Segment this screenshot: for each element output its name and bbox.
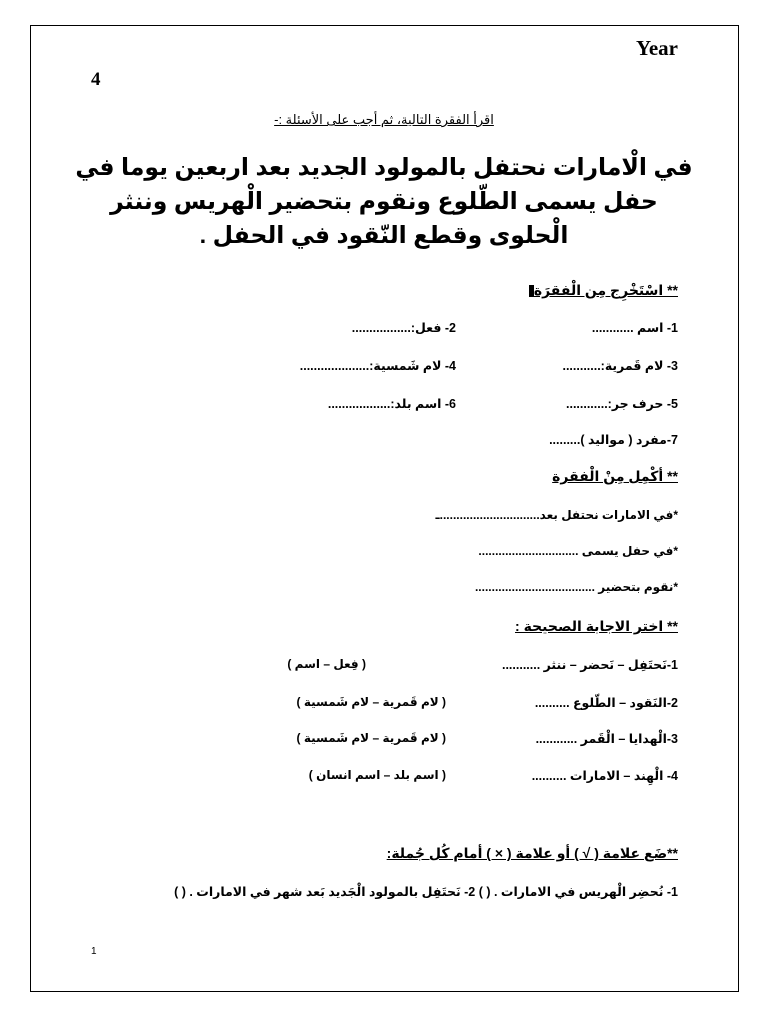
extract-item-4: 4- لام شَمسية:.................... (299, 359, 456, 373)
truefalse-line: 1- نُحضِر الْهريس في الامارات . ( ) 2- نَحتَفِل بالمولود الْجَديد بَعد شهر في الامارات . ( ) (174, 885, 678, 899)
grade-number: 4 (91, 69, 101, 90)
complete-item-3: *نقوم بتحضير .................................... (474, 580, 678, 594)
choose-options-3: ( لام قَمرية – لام شَمسية ) (296, 731, 446, 745)
choose-options-4: ( اسم بلد – اسم انسان ) (308, 768, 446, 782)
year-label: Year (636, 36, 678, 60)
extract-item-2: 2- فعل:................. (351, 321, 456, 335)
reading-passage: في الْامارات نحتفل بالمولود الجديد بعد اربعين يوما في حفل يسمى الطّلوع ونقوم بتحضير الْهريس وننثر الْحلوى وقطع النّقود في الحفل . (75, 154, 693, 248)
choose-section-heading: ** اختر الاجابة الصحيحة : (515, 618, 678, 634)
extract-heading-text: ** اسْتَخْرِج مِن الْفقرَة (533, 282, 678, 298)
complete-section-heading: ** أكْمِل مِنْ الْفقرة (552, 468, 678, 484)
complete-item-2: *في حفل يسمى .............................. (478, 544, 678, 558)
extract-section-heading (527, 282, 678, 299)
complete-item-1: *في الامارات نحتفل بعد..............................ـ (435, 508, 678, 522)
page-number: 1 (91, 946, 97, 957)
extract-item-7: 7-مفرد ( مواليد )......... (549, 433, 678, 447)
extract-item-1: 1- اسم ............ (591, 321, 678, 335)
reading-instruction: اقرأ الفقرة التالية، ثم أجب على الأسئلة :- (274, 112, 494, 127)
choose-question-2: 2-النَقود – الطّلوع .......... (534, 696, 678, 710)
choose-options-1: ( فِعل – اسم ) (287, 657, 366, 671)
choose-question-4: 4- الْهِند – الامارات .......... (531, 769, 678, 783)
choose-question-1: 1-نَحتَفِل – نَحضر – ننثر ........... (501, 658, 678, 672)
truefalse-section-heading: **ضَع علامة ( √ ) أو علامة ( × ) أمام كُل جُملة: (386, 845, 678, 861)
extract-item-5: 5- حرف جر:............ (566, 397, 678, 411)
choose-options-2: ( لام قَمرية – لام شَمسية ) (296, 695, 446, 709)
extract-item-6: 6- اسم بلد:.................. (327, 397, 456, 411)
choose-question-3: 3-الْهدايا – الْقَمر ............ (535, 732, 678, 746)
extract-item-3: 3- لام قَمرية:........... (562, 359, 678, 373)
